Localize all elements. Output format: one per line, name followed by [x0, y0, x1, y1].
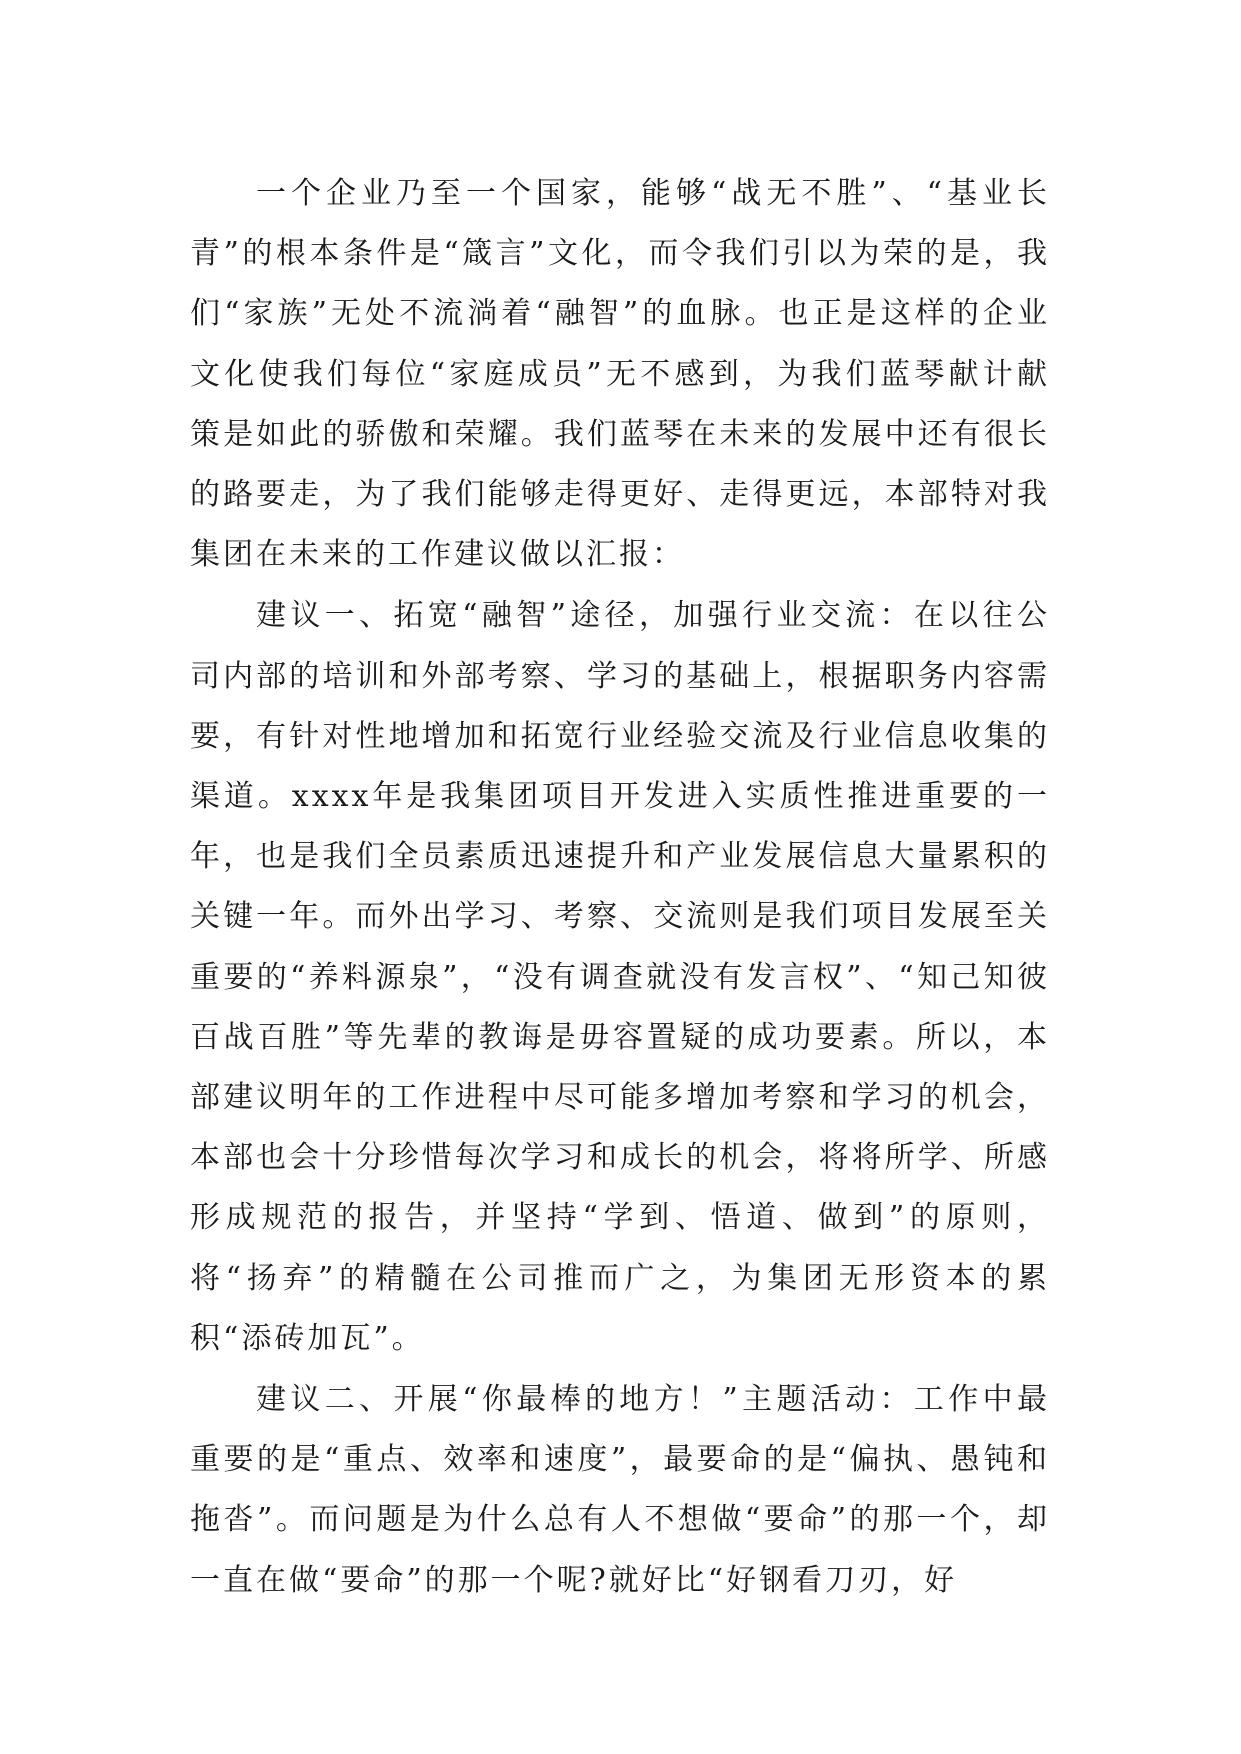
paragraph-suggestion-two: 建议二、开展“你最棒的地方！”主题活动：工作中最重要的是“重点、效率和速度”，最要命的是“偏执、愚钝和拖沓”。而问题是为什么总有人不想做“要命”的那一个，却一直在做“要命”的那一个呢?就好比“好钢看刀刃，好: [190, 1382, 1050, 1598]
paragraph-intro: 一个企业乃至一个国家，能够“战无不胜”、“基业长青”的根本条件是“箴言”文化，而令我们引以为荣的是，我们“家族”无处不流淌着“融智”的血脉。也正是这样的企业文化使我们每位“家庭成员”无不感到，为我们蓝琴献计献策是如此的骄傲和荣耀。我们蓝琴在未来的发展中还有很长的路要走，为了我们能够走得更好、走得更远，本部特对我集团在未来的工作建议做以汇报：: [190, 176, 1050, 573]
paragraph-suggestion-one: 建议一、拓宽“融智”途径，加强行业交流：在以往公司内部的培训和外部考察、学习的基础上，根据职务内容需要，有针对性地增加和拓宽行业经验交流及行业信息收集的渠道。xxxx年是我集团项目开发进入实质性推进重要的一年，也是我们全员素质迅速提升和产业发展信息大量累积的关键一年。而外出学习、考察、交流则是我们项目发展至关重要的“养料源泉”，“没有调查就没有发言权”、“知己知彼百战百胜”等先辈的教诲是毋容置疑的成功要素。所以，本部建议明年的工作进程中尽可能多增加考察和学习的机会，本部也会十分珍惜每次学习和成长的机会，将将所学、所感形成规范的报告，并坚持“学到、悟道、做到”的原则，将“扬弃”的精髓在公司推而广之，为集团无形资本的累积“添砖加瓦”。: [190, 598, 1050, 1356]
document-body: [190, 164, 1050, 1612]
